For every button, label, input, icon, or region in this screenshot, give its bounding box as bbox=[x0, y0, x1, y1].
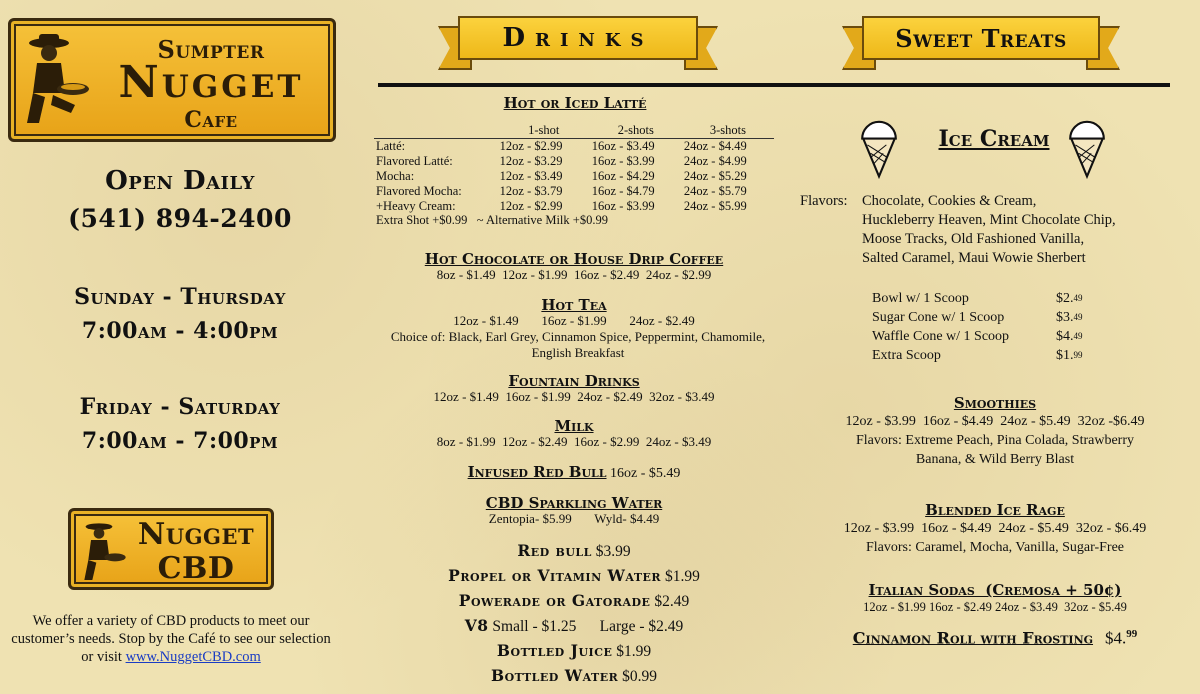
italian-prices: 12oz - $1.99 16oz - $2.49 24oz - $3.49 32oz - $5.49 bbox=[863, 600, 1127, 614]
latte-header: 2-shots bbox=[617, 123, 654, 137]
ice-cream-prices bbox=[872, 289, 1132, 365]
header-divider bbox=[378, 83, 1170, 87]
single-drink-name: Powerade or Gatorade bbox=[458, 591, 651, 610]
cinnamon-roll bbox=[800, 628, 1190, 648]
single-drink-name: Propel or Vitamin Water bbox=[448, 566, 662, 585]
latte-cell: 12oz - $3.79 bbox=[499, 184, 563, 198]
latte-cell: 24oz - $5.79 bbox=[683, 184, 747, 198]
flavor-line: Huckleberry Heaven, Mint Chocolate Chip, bbox=[862, 212, 1116, 228]
drinks-banner bbox=[458, 16, 698, 60]
cbd-description bbox=[4, 612, 338, 666]
singles-list bbox=[378, 539, 770, 689]
single-drink-name: Bottled Juice bbox=[496, 641, 613, 660]
logo-line1: Sumpter bbox=[157, 35, 265, 64]
ice-cream-item-name: Bowl w/ 1 Scoop bbox=[872, 291, 969, 306]
ice-cream-item-dollars: $3. bbox=[1056, 310, 1074, 325]
drinks-banner-title: Drinks bbox=[502, 23, 654, 53]
gold-miner-icon bbox=[19, 31, 91, 131]
single-drink-price: $0.99 bbox=[622, 668, 658, 685]
latte-extra: Extra Shot +$0.99 ~ Alternative Milk +$0.99 bbox=[376, 213, 608, 227]
latte-cell: 16oz - $3.99 bbox=[591, 154, 655, 168]
single-drink-price: Small - $1.25 Large - $2.49 bbox=[492, 618, 684, 635]
latte-cell: 12oz - $3.49 bbox=[499, 169, 563, 183]
open-daily: Open Daily bbox=[105, 166, 255, 196]
single-drink-item bbox=[378, 564, 770, 589]
cbd-logo-line1: Nugget bbox=[137, 517, 255, 552]
latte-cell: Flavored Mocha: bbox=[376, 184, 462, 198]
single-drink-item bbox=[378, 639, 770, 664]
smoothies-flavors-2: Banana, & Wild Berry Blast bbox=[915, 452, 1075, 467]
ice-cream-item-dollars: $1. bbox=[1056, 348, 1074, 363]
nugget-cbd-logo bbox=[68, 508, 274, 590]
cinnamon-cents: 99 bbox=[1126, 628, 1138, 640]
ice-cream-item-dollars: $4. bbox=[1056, 329, 1074, 344]
latte-row bbox=[374, 184, 774, 199]
single-drink-item bbox=[378, 589, 770, 614]
ice-cream-cone-icon bbox=[858, 114, 900, 180]
latte-row bbox=[374, 169, 774, 184]
ice-cream-item-name: Extra Scoop bbox=[872, 348, 941, 363]
latte-cell: Latté: bbox=[376, 139, 406, 153]
ice-cream-item bbox=[872, 346, 1132, 365]
flavor-line: Moose Tracks, Old Fashioned Vanilla, bbox=[862, 231, 1085, 247]
single-drink-price: $2.49 bbox=[654, 593, 690, 610]
milk-title: Milk bbox=[554, 417, 594, 435]
latte-cell: 16oz - $4.29 bbox=[591, 169, 655, 183]
cbd-text: We offer a variety of CBD products to meet our customer’s needs. Stop by the Café to see our selection or visit bbox=[11, 613, 331, 665]
latte-cell: 16oz - $4.79 bbox=[591, 184, 655, 198]
hot-tea-title: Hot Tea bbox=[541, 296, 607, 314]
latte-header: 3-shots bbox=[709, 123, 746, 137]
weekend-hours: 7:00am - 7:00pm bbox=[81, 428, 279, 454]
blended-prices: 12oz - $3.99 16oz - $4.49 24oz - $5.49 32oz - $6.49 bbox=[843, 521, 1147, 536]
blended-title: Blended Ice Rage bbox=[925, 501, 1065, 519]
treats-banner bbox=[862, 16, 1100, 60]
milk-prices: 8oz - $1.99 12oz - $2.49 16oz - $2.99 24oz - $3.49 bbox=[436, 434, 712, 449]
single-drink-name: Red bull bbox=[517, 541, 592, 560]
smoothies-title: Smoothies bbox=[953, 394, 1037, 412]
blended-flavors: Flavors: Caramel, Mocha, Vanilla, Sugar-Free bbox=[865, 540, 1124, 555]
logo-line2: Nugget bbox=[118, 57, 304, 108]
ice-cream-item bbox=[872, 308, 1132, 327]
cinnamon-title: Cinnamon Roll with Frosting bbox=[852, 628, 1094, 648]
single-drink-name: Bottled Water bbox=[490, 666, 619, 685]
ice-cream-flavors bbox=[800, 192, 1196, 266]
treats-banner-title: Sweet Treats bbox=[895, 23, 1067, 53]
latte-cell: Mocha: bbox=[376, 169, 415, 183]
weekday-days: Sunday - Thursday bbox=[74, 284, 286, 310]
hot-choc-title: Hot Chocolate or House Drip Coffee bbox=[424, 250, 724, 268]
latte-cell: 16oz - $3.49 bbox=[591, 139, 655, 153]
ice-cream-item-name: Sugar Cone w/ 1 Scoop bbox=[872, 310, 1005, 325]
ice-cream-title: Ice Cream bbox=[938, 126, 1050, 152]
latte-cell: 24oz - $4.49 bbox=[683, 139, 747, 153]
logo-line3: Cafe bbox=[184, 107, 238, 133]
smoothies-prices: 12oz - $3.99 16oz - $4.49 24oz - $5.49 32oz -$6.49 bbox=[845, 414, 1145, 429]
ice-cream-item bbox=[872, 289, 1132, 308]
hot-tea-choice: Choice of: Black, Earl Grey, Cinnamon Spice, Peppermint, Chamomile, English Breakfast bbox=[390, 329, 766, 360]
weekday-hours: 7:00am - 4:00pm bbox=[81, 318, 279, 344]
single-drink-item bbox=[378, 539, 770, 564]
latte-cell: +Heavy Cream: bbox=[376, 199, 456, 213]
single-drink-item bbox=[378, 664, 770, 689]
ice-cream-item-cents: 49 bbox=[1073, 293, 1083, 303]
infused-redbull-title: Infused Red Bull bbox=[467, 463, 607, 481]
latte-cell: 24oz - $4.99 bbox=[683, 154, 747, 168]
single-drink-item bbox=[378, 614, 770, 639]
single-drink-name: V8 bbox=[464, 616, 489, 635]
ice-cream-item-cents: 99 bbox=[1073, 350, 1083, 360]
italian-title: Italian Sodas (Cremosa + 50¢) bbox=[868, 581, 1122, 599]
latte-row bbox=[374, 199, 774, 214]
latte-header bbox=[374, 123, 498, 139]
latte-row bbox=[374, 154, 774, 169]
sumpter-nugget-logo bbox=[8, 18, 336, 142]
ice-cream-item-dollars: $2. bbox=[1056, 291, 1074, 306]
latte-header-row bbox=[374, 123, 774, 139]
infused-redbull-price: 16oz - $5.49 bbox=[610, 466, 681, 481]
latte-cell: 12oz - $2.99 bbox=[499, 199, 563, 213]
cbd-water-title: CBD Sparkling Water bbox=[485, 494, 663, 512]
latte-cell: 24oz - $5.29 bbox=[683, 169, 747, 183]
ice-cream-item-name: Waffle Cone w/ 1 Scoop bbox=[872, 329, 1010, 344]
ice-cream-item bbox=[872, 327, 1132, 346]
single-drink-price: $1.99 bbox=[664, 568, 700, 585]
ice-cream-item-cents: 49 bbox=[1073, 312, 1083, 322]
flavor-lines bbox=[862, 192, 1196, 268]
cbd-water-prices: Zentopia- $5.99 Wyld- $4.49 bbox=[488, 511, 660, 526]
phone-number: (541) 894-2400 bbox=[68, 204, 292, 233]
single-drink-price: $3.99 bbox=[595, 543, 631, 560]
flavors-label: Flavors: bbox=[800, 193, 848, 209]
latte-table bbox=[374, 123, 774, 214]
cbd-link[interactable]: www.NuggetCBD.com bbox=[125, 649, 261, 665]
ice-cream-cone-icon bbox=[1066, 114, 1108, 180]
latte-header: 1-shot bbox=[528, 123, 560, 137]
cbd-miner-icon bbox=[79, 517, 127, 587]
cinnamon-dollars: $4. bbox=[1105, 628, 1127, 648]
flavor-line: Salted Caramel, Maui Wowie Sherbert bbox=[862, 250, 1086, 266]
hot-choc-prices: 8oz - $1.49 12oz - $1.99 16oz - $2.49 24oz - $2.99 bbox=[436, 267, 712, 282]
latte-cell: 12oz - $2.99 bbox=[499, 139, 563, 153]
latte-cell: 16oz - $3.99 bbox=[591, 199, 655, 213]
latte-row bbox=[374, 139, 774, 155]
infused-redbull bbox=[378, 463, 770, 482]
latte-cell: 12oz - $3.29 bbox=[499, 154, 563, 168]
single-drink-price: $1.99 bbox=[616, 643, 652, 660]
latte-title: Hot or Iced Latté bbox=[503, 94, 647, 112]
ice-cream-item-cents: 49 bbox=[1073, 331, 1083, 341]
hot-tea-prices: 12oz - $1.49 16oz - $1.99 24oz - $2.49 bbox=[453, 313, 695, 328]
fountain-title: Fountain Drinks bbox=[508, 372, 640, 390]
cbd-logo-line2: CBD bbox=[157, 551, 235, 586]
weekend-days: Friday - Saturday bbox=[79, 394, 281, 420]
fountain-prices: 12oz - $1.49 16oz - $1.99 24oz - $2.49 32oz - $3.49 bbox=[433, 389, 715, 404]
latte-cell: 24oz - $5.99 bbox=[683, 199, 747, 213]
smoothies-flavors: Flavors: Extreme Peach, Pina Colada, Strawberry bbox=[856, 433, 1134, 448]
latte-cell: Flavored Latté: bbox=[376, 154, 453, 168]
flavor-line: Chocolate, Cookies & Cream, bbox=[862, 193, 1037, 209]
